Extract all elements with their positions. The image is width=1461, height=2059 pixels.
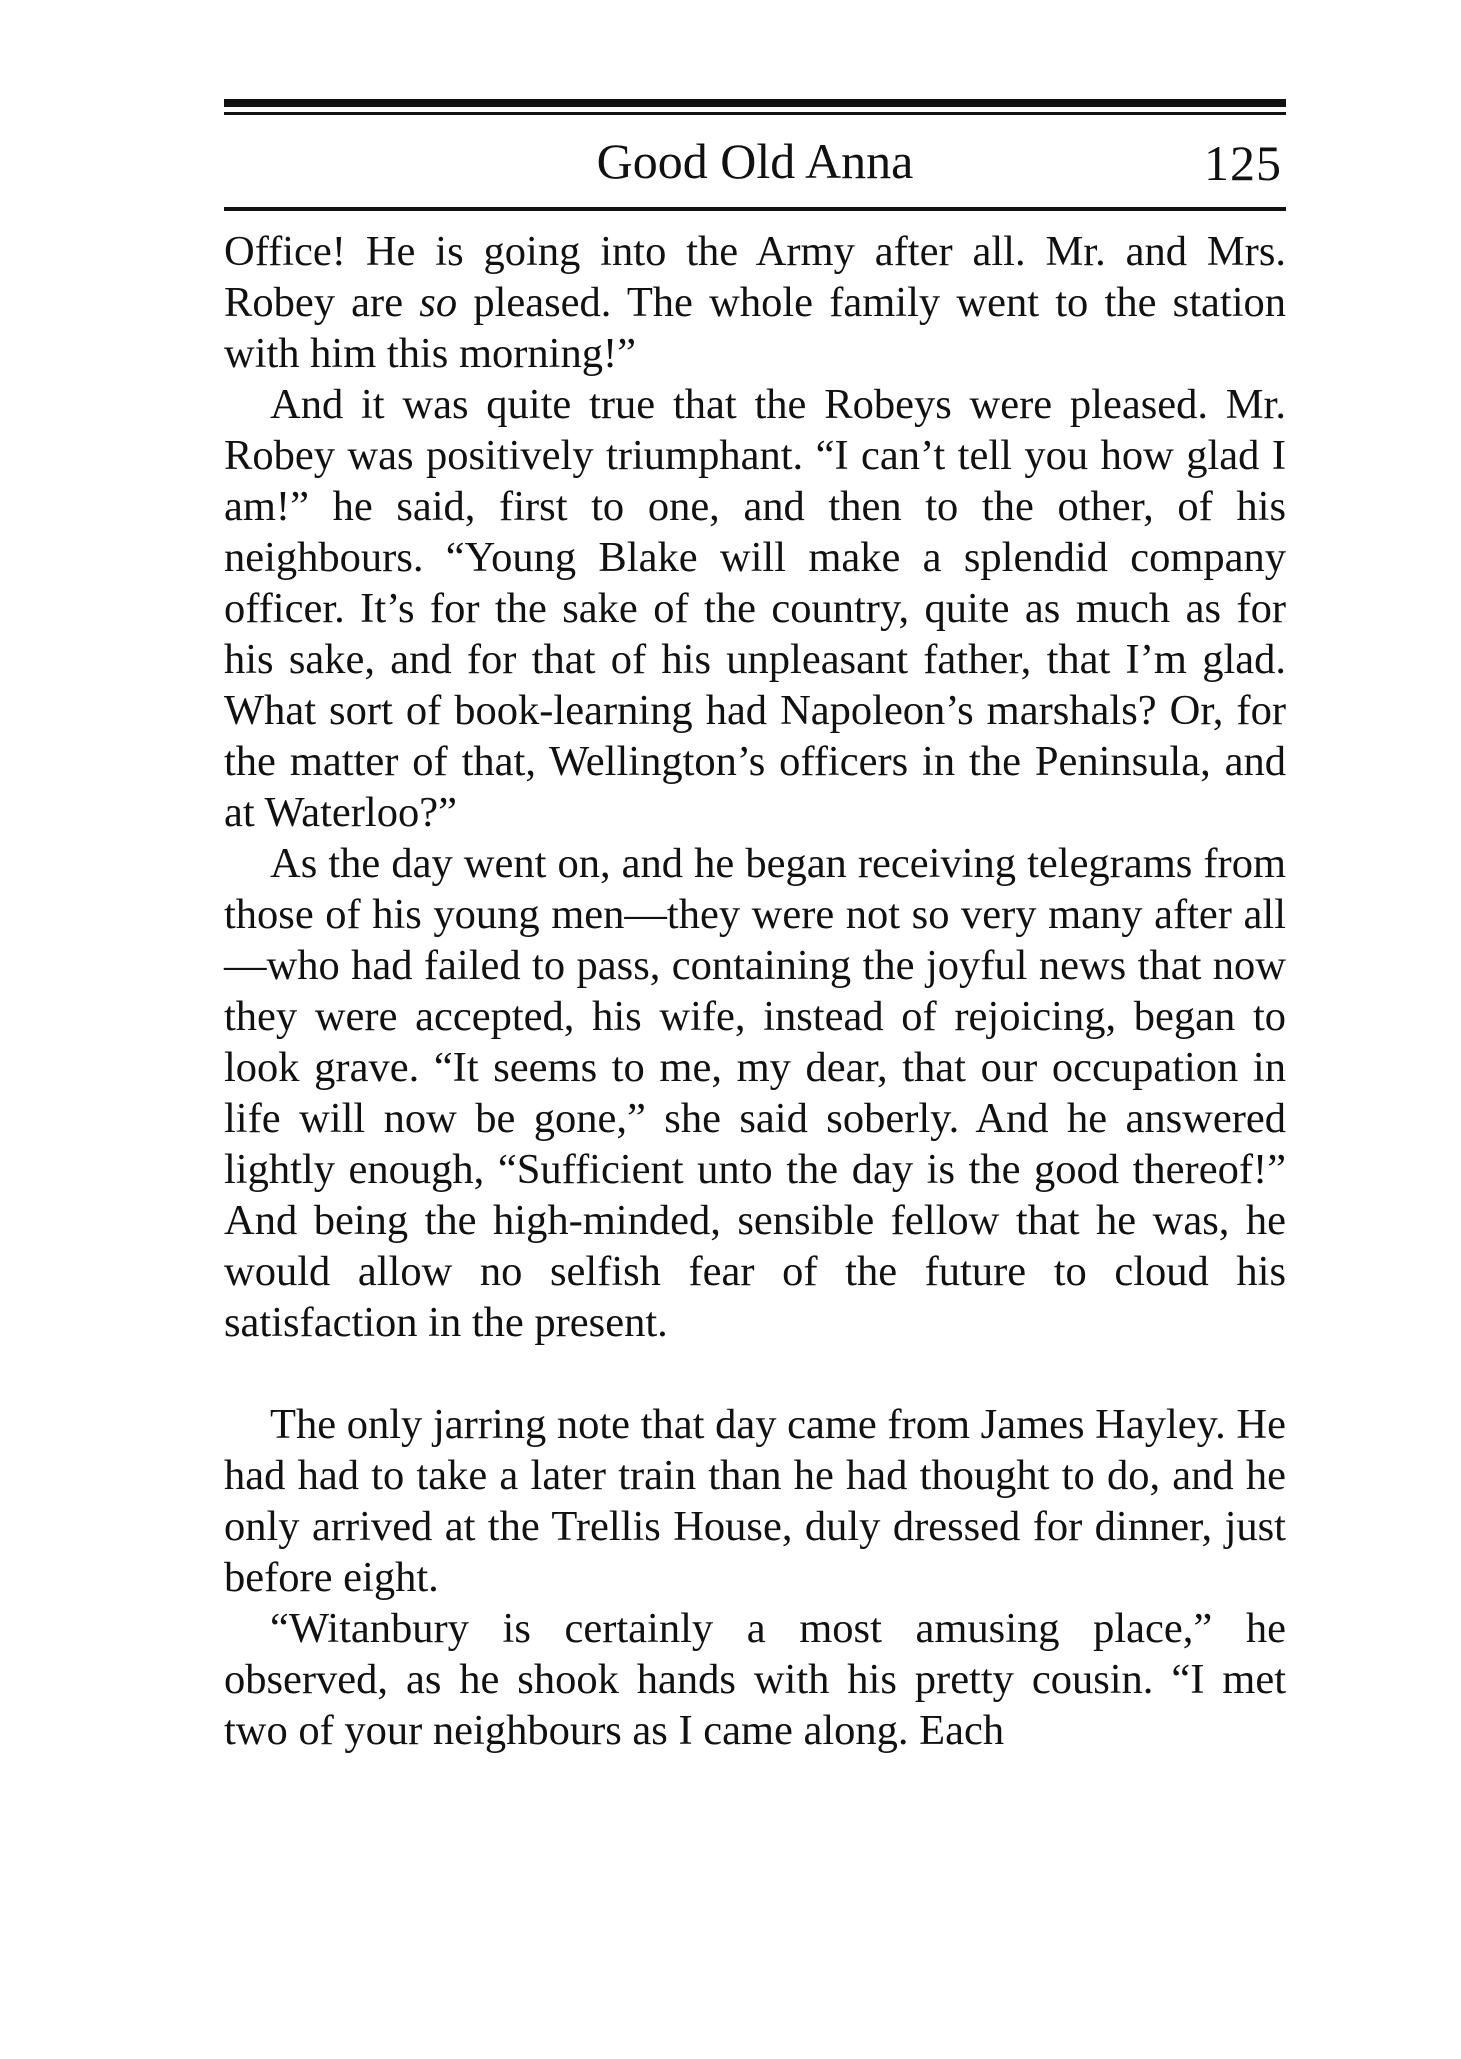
paragraph-1-part-b: pleased. The whole family went to the station with him this morning!” [224, 279, 1286, 377]
paragraph-1-emphasis: so [419, 279, 458, 326]
paragraph-4: The only jarring note that day came from James Hayley. He had had to take a later train than he had thought to do, and he only arrived at the Trellis House, duly dressed for dinner, just before eight. [224, 1401, 1286, 1601]
header-rule-bottom [224, 207, 1286, 211]
header-rule-thin [224, 112, 1286, 115]
running-title: Good Old Anna [596, 133, 914, 189]
paragraph-3: As the day went on, and he began receiving telegrams from those of his young men—they were not so very many after all—who had failed to pass, containing the joyful news that now they were accepted, his wife, instead of rejoicing, began to look grave. “It seems to me, my dear, that our occupation in life will now be gone,” she said soberly. And he answered lightly enough, “Sufficient unto the day is the good thereof!” And being the high-minded, sensible fellow that he was, he would allow no selfish fear of the future to cloud his satisfaction in the present. [224, 840, 1286, 1346]
paragraph-1 [224, 226, 1286, 379]
header-rule-thick [224, 99, 1286, 107]
running-head [224, 126, 1286, 196]
paragraph-1-part-a: Office! He is going into the Army after all. Mr. and Mrs. Robey are [224, 228, 1286, 326]
paragraph-2: And it was quite true that the Robeys were pleased. Mr. Robey was positively triumphant. “I can’t tell you how glad I am!” he said, first to one, and then to the other, of his neighbours. “Young Blake will make a splendid company officer. It’s for the sake of the country, quite as much as for his sake, and for that of his unpleasant father, that I’m glad. What sort of book-learning had Napoleon’s marshals? Or, for the matter of that, Wellington’s officers in the Peninsula, and at Waterloo?” [224, 381, 1286, 836]
body-text [224, 226, 1286, 1756]
page-number: 125 [1204, 135, 1282, 191]
paragraph-5: “Witanbury is certainly a most amusing place,” he observed, as he shook hands with his pretty cousin. “I met two of your neighbours as I came along. Each [224, 1605, 1286, 1754]
